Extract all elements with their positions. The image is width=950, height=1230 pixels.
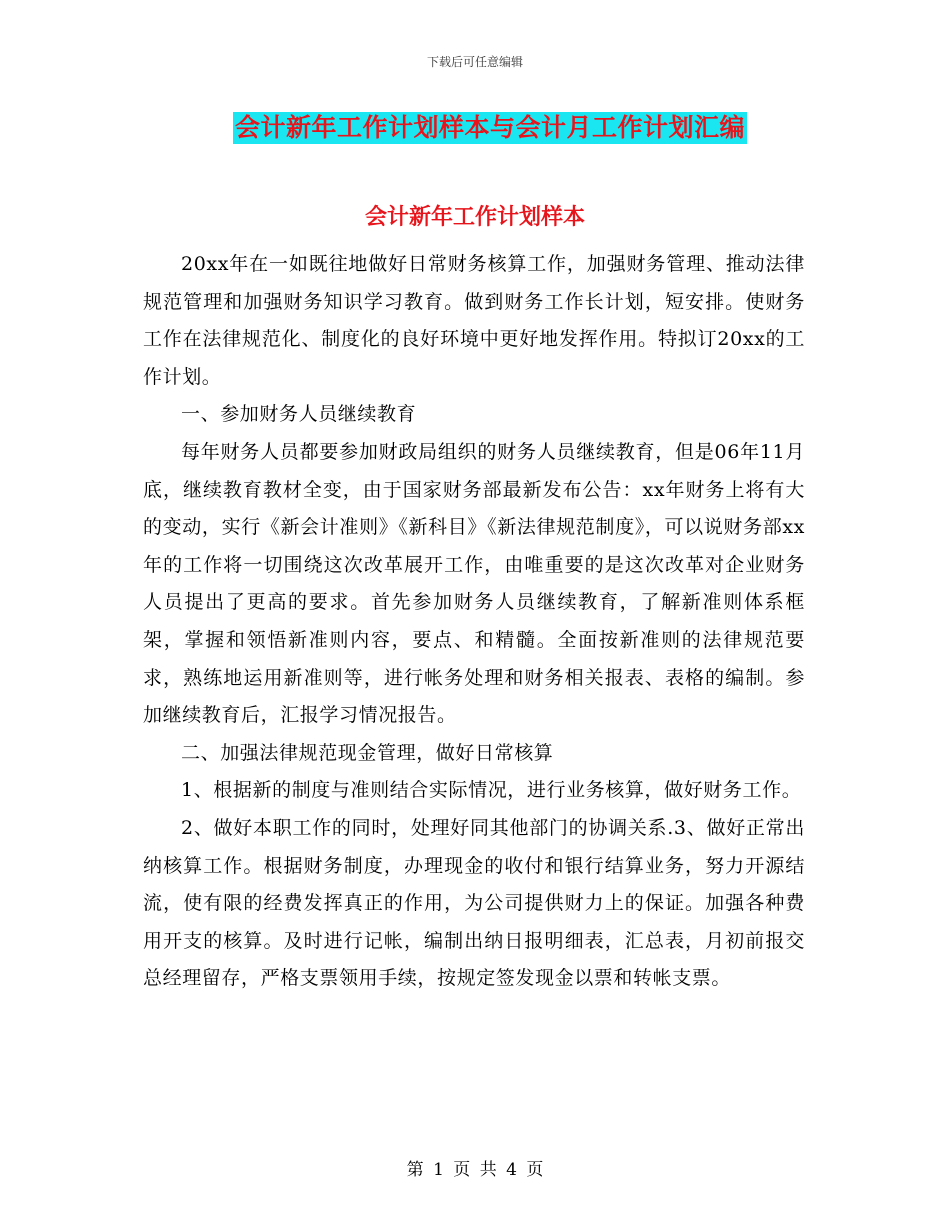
paragraph-item-1: 1、根据新的制度与准则结合实际情况，进行业务核算，做好财务工作。 — [181, 779, 802, 802]
section-title: 会计新年工作计划样本 — [364, 204, 585, 230]
heading-cash-management: 二、加强法律规范现金管理，做好日常核算 — [181, 741, 554, 764]
header-note: 下载后可任意编辑 — [426, 55, 523, 69]
paragraph-intro: 20xx年在一如既往地做好日常财务核算工作，加强财务管理、推动法律规范管理和加强财务知识学习教育。做到财务工作长计划，短安排。使财务工作在法律规范化、制度化的良好环境中更好地发挥作用。特拟订20xx的工作计划。 — [143, 253, 805, 388]
document-title: 会计新年工作计划样本与会计月工作计划汇编 — [235, 113, 746, 142]
paragraph-item-2: 2、做好本职工作的同时，处理好同其他部门的协调关系.3、做好正常出纳核算工作。根据财务制度，办理现金的收付和银行结算业务，努力开源结流，使有限的经费发挥真正的作用，为公司提供财力上的保证。加强各种费用开支的核算。及时进行记帐，编制出纳日报明细表，汇总表，月初前报交总经理留存，严格支票领用手续，按规定签发现金以票和转帐支票。 — [143, 816, 805, 990]
document-body — [143, 246, 805, 998]
heading-continuing-education: 一、参加财务人员继续教育 — [181, 403, 417, 426]
page-number: 第 1 页 共 4 页 — [406, 1160, 544, 1180]
paragraph-continuing-education: 每年财务人员都要参加财政局组织的财务人员继续教育，但是06年11月底，继续教育教材全变，由于国家财务部最新发布公告：xx年财务上将有大的变动，实行《新会计准则》《新科目》《新法律规范制度》，可以说财务部xx年的工作将一切围绕这次改革展开工作，由唯重要的是这次改革对企业财务人员提出了更高的要求。首先参加财务人员继续教育，了解新准则体系框架，掌握和领悟新准则内容，要点、和精髓。全面按新准则的法律规范要求，熟练地运用新准则等，进行帐务处理和财务相关报表、表格的编制。参加继续教育后，汇报学习情况报告。 — [143, 440, 805, 727]
